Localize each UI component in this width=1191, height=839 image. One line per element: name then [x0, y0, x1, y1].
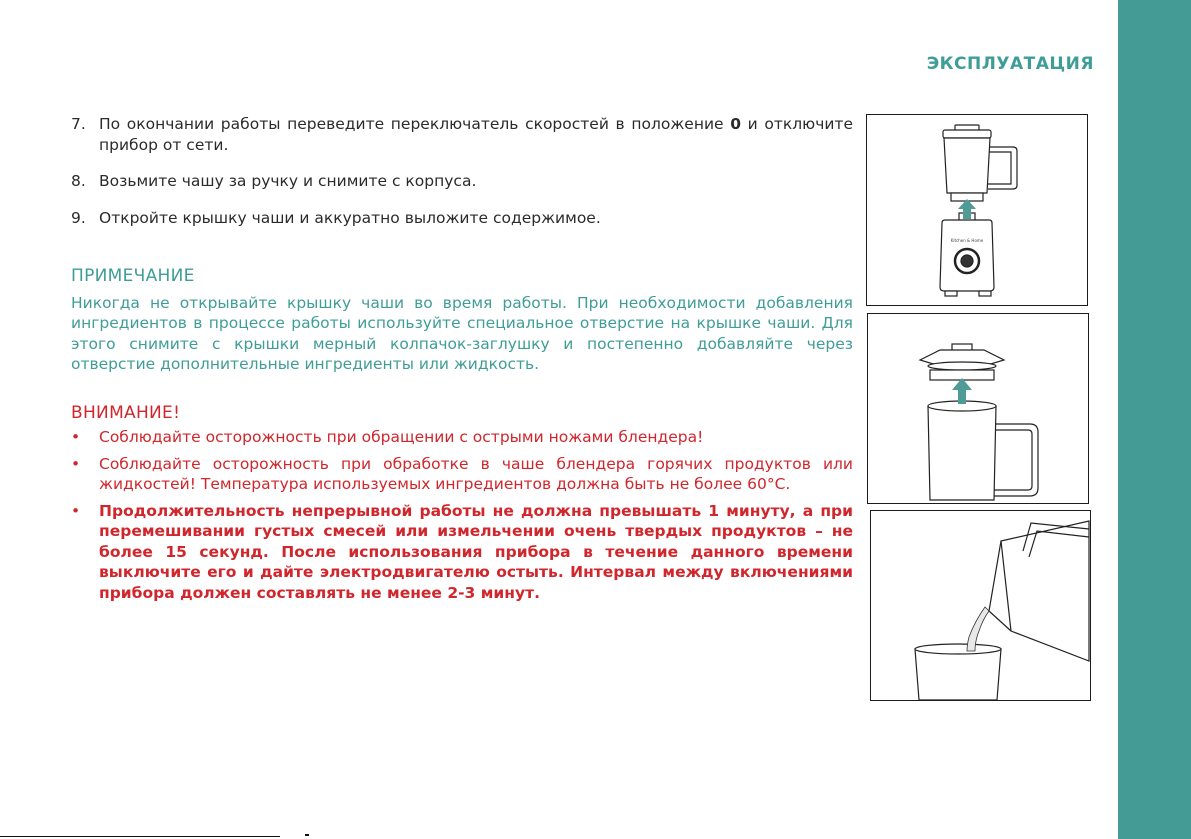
warning-text: Соблюдайте осторожность при обращении с острыми ножами блендера!: [99, 428, 704, 446]
warning-text: Продолжительность непрерывной работы не должна превышать 1 минуту, а при перемешивании густых смесей или измельчении очень твердых продуктов – не более 15 секунд. После использования прибора в течение данного времени выключите его и дайте электродвигателю остыть. Интервал между включениями прибора должен составлять не менее 2-3 минут.: [99, 501, 853, 602]
warning-item: [71, 427, 853, 448]
instructions-content: [71, 114, 853, 609]
note-text: Никогда не открывайте крышку чаши во время работы. При необходимости добавления ингредиентов в процессе работы используйте специальное отверстие на крышке чаши. Для этого снимите с крышки мерный колпачок-заглушку и постепенно добавляйте через отверстие дополнительные ингредиенты или жидкость.: [71, 293, 853, 373]
warning-item: [71, 454, 853, 495]
step-text: Откройте крышку чаши и аккуратно выложите содержимое.: [99, 208, 601, 227]
pouring-illustration: [870, 510, 1091, 701]
step-number: 7.: [71, 115, 86, 133]
warning-list: [71, 427, 853, 603]
brand-logo: Kitchen & Home: [950, 238, 984, 243]
bullet: •: [71, 501, 81, 520]
warning-title: ВНИМАНИЕ!: [71, 402, 181, 423]
step-text: [99, 114, 853, 155]
arrow-up-icon: [952, 378, 972, 404]
footer-rule: [0, 836, 280, 837]
warning-text: Соблюдайте осторожность при обработке в чаше блендера горячих продуктов или жидкостей! Температура используемых ингредиентов должна быть не более 60°С.: [99, 454, 853, 493]
footer-mark: [305, 834, 309, 836]
bullet: •: [71, 454, 81, 473]
step-number: 9.: [71, 208, 86, 227]
jar-lid-icon: [868, 314, 1088, 503]
bullet: •: [71, 428, 81, 446]
blender-icon: [867, 115, 1087, 305]
jar-removal-illustration: [866, 114, 1088, 306]
position-zero: 0: [730, 115, 742, 133]
side-color-bar: [1118, 0, 1191, 839]
step-7: [71, 114, 853, 155]
step-text-part: По окончании работы переведите переключатель скоростей в положение: [99, 115, 731, 133]
step-text: Возьмите чашу за ручку и снимите с корпуса.: [99, 172, 477, 190]
lid-removal-illustration: [867, 313, 1089, 504]
step-number: 8.: [71, 172, 86, 190]
warning-item: [71, 501, 853, 604]
note-title: ПРИМЕЧАНИЕ: [71, 266, 195, 286]
step-text-part: и отключите прибор от сети.: [99, 115, 853, 154]
step-8: [71, 171, 853, 192]
pouring-jar-icon: [871, 511, 1090, 700]
section-title: ЭКСПЛУАТАЦИЯ: [926, 54, 1094, 74]
step-9: [71, 208, 853, 229]
